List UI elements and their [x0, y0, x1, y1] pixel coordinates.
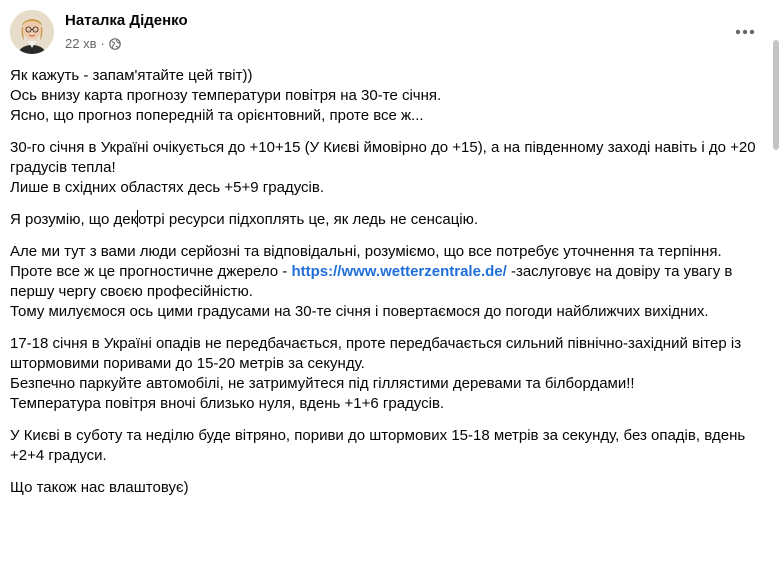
more-options-button[interactable] — [730, 22, 760, 42]
avatar-photo-icon — [10, 10, 54, 54]
scrollbar-thumb[interactable] — [773, 40, 779, 150]
text-line-with-caret — [10, 210, 762, 230]
globe-icon — [109, 38, 121, 50]
text-line: Безпечно паркуйте автомобілі, не затримуйтеся під гіллястими деревами та білбордами!! — [10, 375, 635, 392]
text-line: Лише в східних областях десь +5+9 градусів. — [10, 179, 324, 196]
more-options-icon — [735, 29, 755, 35]
paragraph — [10, 334, 762, 414]
meta-separator: · — [100, 36, 105, 51]
paragraph — [10, 210, 762, 230]
text-line: 30-го січня в Україні очікується до +10+15 (У Києві ймовірно до +15), а на південному заході навіть і до +20 градусів тепла! — [10, 139, 756, 176]
text-line: Що також нас влаштовує) — [10, 479, 189, 496]
website-link[interactable]: https://www.wetterzentrale.de/ — [291, 263, 507, 280]
text-fragment: -заслуговує на довіру та увагу в першу чергу своєю професійністю. — [10, 263, 733, 300]
text-line: У Києві в суботу та неділю буде вітряно, пориви до штормових 15-18 метрів за секунду, без опадів, вдень +2+4 градуси. — [10, 427, 746, 464]
text-line: Як кажуть - запам'ятайте цей твіт)) — [10, 67, 253, 84]
text-fragment: отрі ресурси підхоплять це, як ледь не сенсацію. — [138, 211, 479, 228]
paragraph — [10, 426, 762, 466]
text-line: Ясно, що прогноз попередній та орієнтовний, проте все ж... — [10, 107, 424, 124]
text-line: Тому милуємося ось цими градусами на 30-те січня і повертаємося до погоди найближчих вихідних. — [10, 303, 709, 320]
author-name[interactable]: Наталка Діденко — [65, 12, 188, 29]
text-fragment: Я розумію, що дек — [10, 211, 138, 228]
text-line: Але ми тут з вами люди серйозні та відповідальні, розуміємо, що все потребує уточнення та терпіння. — [10, 243, 722, 260]
text-line: 17-18 січня в Україні опадів не передбачається, проте передбачається сильний північно-західний вітер із штормовими поривами до 15-20 метрів за секунду. — [10, 335, 742, 372]
paragraph — [10, 66, 762, 126]
text-fragment: Проте все ж це прогностичне джерело - — [10, 263, 292, 280]
paragraph — [10, 138, 762, 198]
post-meta — [65, 36, 121, 51]
paragraph — [10, 478, 762, 498]
avatar[interactable] — [10, 10, 54, 54]
paragraph — [10, 242, 762, 322]
text-line: Температура повітря вночі близько нуля, вдень +1+6 градусів. — [10, 395, 445, 412]
text-line: Ось внизу карта прогнозу температури повітря на 30-те січня. — [10, 87, 442, 104]
post-text — [10, 66, 762, 510]
scrollbar[interactable] — [771, 0, 781, 565]
post-time[interactable]: 22 хв — [65, 36, 97, 51]
post-header — [10, 10, 760, 56]
text-line-with-link — [10, 262, 762, 302]
